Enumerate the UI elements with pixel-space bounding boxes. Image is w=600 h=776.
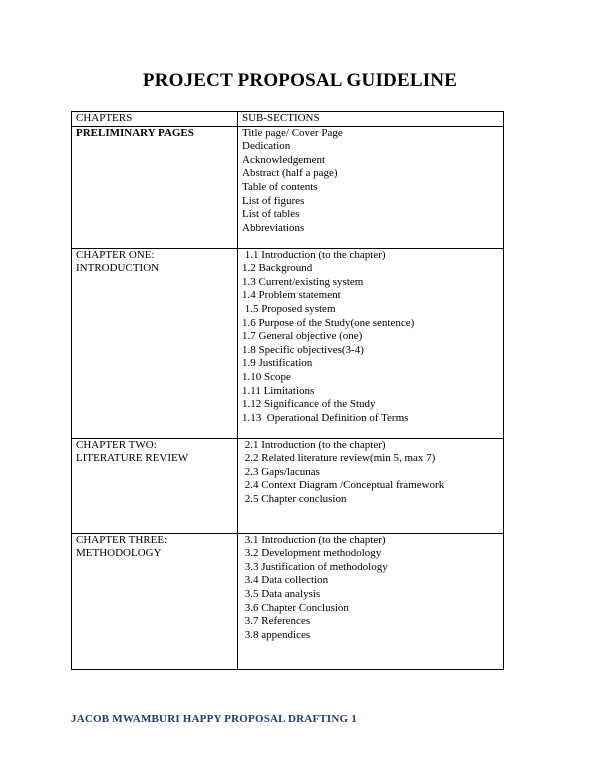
subsection-item: 1.12 Significance of the Study	[242, 398, 376, 411]
subsection-item: 3.2 Development methodology	[242, 547, 382, 560]
subsection-item: 3.4 Data collection	[242, 574, 329, 587]
subsection-item: 1.10 Scope	[242, 370, 291, 383]
subsection-item: 2.1 Introduction (to the chapter)	[242, 438, 386, 451]
chapter-name: LITERATURE REVIEW	[76, 452, 189, 465]
subsection-cell	[238, 438, 504, 533]
subsection-item: Acknowledgement	[242, 153, 326, 166]
chapter-cell	[72, 248, 238, 438]
subsection-item: 2.5 Chapter conclusion	[242, 492, 347, 505]
subsection-item: Title page/ Cover Page	[242, 126, 343, 139]
chapter-name: INTRODUCTION	[76, 262, 160, 275]
subsection-cell	[238, 533, 504, 669]
subsection-item: 3.6 Chapter Conclusion	[242, 601, 349, 614]
subsection-item: 3.5 Data analysis	[242, 587, 321, 600]
subsection-item: Dedication	[242, 140, 291, 153]
chapter-number: CHAPTER ONE:	[76, 248, 155, 261]
subsection-item: 1.9 Justification	[242, 357, 313, 370]
table-row-chapter-three	[72, 533, 504, 669]
chapter-name: PRELIMINARY PAGES	[76, 126, 194, 139]
chapter-number: CHAPTER TWO:	[76, 438, 157, 451]
subsection-item: List of figures	[242, 194, 305, 207]
subsection-item: 1.5 Proposed system	[242, 302, 336, 315]
table-row-chapter-two	[72, 438, 504, 533]
page-footer: JACOB MWAMBURI HAPPY PROPOSAL DRAFTING 1	[71, 713, 357, 725]
subsection-item: 3.1 Introduction (to the chapter)	[242, 533, 386, 546]
guideline-table	[71, 111, 504, 670]
subsection-cell	[238, 126, 504, 248]
subsection-item: Table of contents	[242, 180, 318, 193]
subsection-item: 2.3 Gaps/lacunas	[242, 465, 320, 478]
subsection-item: 2.2 Related literature review(min 5, max 7)	[242, 452, 436, 465]
table-row-chapter-one	[72, 248, 504, 438]
chapter-cell	[72, 126, 238, 248]
subsection-item: 1.2 Background	[242, 262, 313, 275]
subsection-item: List of tables	[242, 208, 300, 221]
table-header-row	[72, 112, 504, 127]
page-title: PROJECT PROPOSAL GUIDELINE	[142, 70, 458, 91]
subsection-item: 1.4 Problem statement	[242, 289, 341, 302]
subsection-item: 1.11 Limitations	[242, 384, 315, 397]
chapter-cell	[72, 438, 238, 533]
subsection-item: Abbreviations	[242, 221, 305, 234]
subsection-item: 1.6 Purpose of the Study(one sentence)	[242, 316, 415, 329]
subsection-item: 1.13 Operational Definition of Terms	[242, 411, 409, 424]
chapter-name: METHODOLOGY	[76, 547, 162, 560]
subsection-item: 3.8 appendices	[242, 628, 311, 641]
column-header-sub-sections: SUB-SECTIONS	[238, 112, 504, 127]
table-row-preliminary	[72, 126, 504, 248]
subsection-item: 1.3 Current/existing system	[242, 275, 364, 288]
subsection-item: 3.3 Justification of methodology	[242, 560, 388, 573]
subsection-item: Abstract (half a page)	[242, 167, 338, 180]
column-header-chapters: CHAPTERS	[72, 112, 238, 127]
subsection-item: 2.4 Context Diagram /Conceptual framework	[242, 479, 445, 492]
subsection-item: 3.7 References	[242, 615, 311, 628]
subsection-cell	[238, 248, 504, 438]
chapter-number: CHAPTER THREE:	[76, 533, 168, 546]
subsection-item: 1.8 Specific objectives(3-4)	[242, 343, 364, 356]
subsection-item: 1.7 General objective (one)	[242, 330, 363, 343]
chapter-cell	[72, 533, 238, 669]
subsection-item: 1.1 Introduction (to the chapter)	[242, 248, 386, 261]
